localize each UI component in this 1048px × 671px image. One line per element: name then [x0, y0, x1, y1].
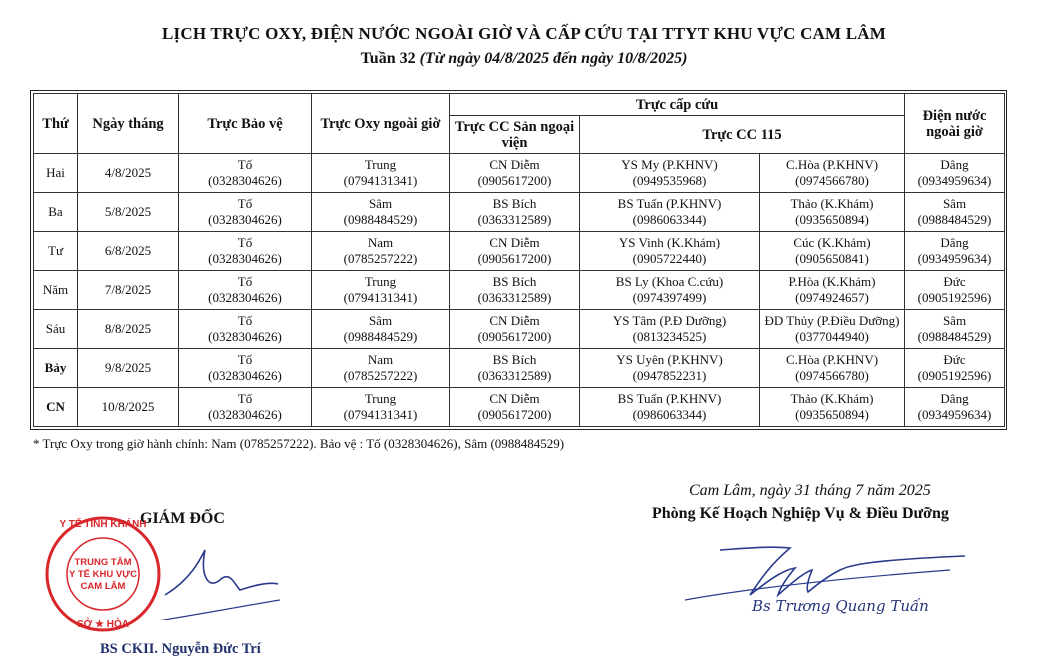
- cell-thu-text: Hai: [46, 165, 65, 180]
- cell-oxy: [312, 232, 450, 271]
- cell-cc-san: [450, 271, 580, 310]
- cell-thu: [34, 310, 78, 349]
- col-dien-nuoc: Điện nước ngoài giờ: [905, 94, 1005, 154]
- col-bao-ve: Trực Bảo vệ: [179, 94, 312, 154]
- cell-cc-115-a: [580, 193, 760, 232]
- official-stamp: [44, 515, 162, 633]
- cell-oxy-phone: (0785257222): [343, 368, 418, 383]
- cell-ngay: [78, 193, 179, 232]
- cell-bao-ve: [179, 232, 312, 271]
- cell-thu: [34, 388, 78, 427]
- cell-dien-nuoc-phone: (0988484529): [917, 212, 992, 227]
- cell-cc-san-phone: (0363312589): [477, 368, 552, 383]
- cell-dien-nuoc: [905, 271, 1005, 310]
- cell-oxy-text: Nam: [367, 235, 394, 250]
- cell-cc-115-b-text: P.Hòa (K.Khám): [788, 274, 876, 289]
- table-row: [34, 193, 1005, 232]
- cell-oxy-text: Sâm: [368, 196, 393, 211]
- cell-cc-san-text: CN Diễm: [489, 235, 540, 250]
- cell-oxy-phone: (0988484529): [343, 329, 418, 344]
- cell-cc-115-a: [580, 388, 760, 427]
- cell-ngay-text: 8/8/2025: [104, 321, 152, 336]
- document-subtitle: [0, 50, 1048, 68]
- cell-thu-text: Năm: [42, 282, 69, 297]
- cell-cc-115-a-phone: (0986063344): [632, 407, 707, 422]
- table-row: [34, 154, 1005, 193]
- col-oxy: Trực Oxy ngoài giờ: [312, 94, 450, 154]
- cell-bao-ve: [179, 310, 312, 349]
- footnote: * Trực Oxy trong giờ hành chính: Nam (0785257222). Bảo vệ : Tố (0328304626), Sâm (0988484529): [33, 436, 565, 451]
- cell-bao-ve-phone: (0328304626): [208, 290, 282, 305]
- cell-cc-115-b: [760, 310, 905, 349]
- cell-cc-115-a-phone: (0947852231): [632, 368, 707, 383]
- cell-oxy-phone: (0785257222): [343, 251, 418, 266]
- place-date: Cam Lâm, ngày 31 tháng 7 năm 2025: [689, 482, 931, 499]
- cell-oxy-text: Trung: [364, 391, 397, 406]
- cell-dien-nuoc-phone: (0905192596): [917, 290, 992, 305]
- cell-bao-ve: [179, 388, 312, 427]
- cell-bao-ve-text: Tố: [237, 274, 253, 289]
- cell-cc-115-b-phone: (0377044940): [795, 329, 869, 344]
- cell-cc-115-b: [760, 193, 905, 232]
- cell-bao-ve-text: Tố: [237, 196, 253, 211]
- cell-cc-115-a-text: BS Ly (Khoa C.cứu): [615, 274, 724, 289]
- cell-cc-115-b-phone: (0905650841): [795, 251, 869, 266]
- cell-dien-nuoc-phone: (0934959634): [917, 407, 992, 422]
- cell-bao-ve: [179, 193, 312, 232]
- cell-cc-115-b: [760, 154, 905, 193]
- col-cc-115: Trực CC 115: [580, 116, 905, 154]
- cell-cc-san-phone: (0905617200): [477, 251, 552, 266]
- cell-cc-san-text: CN Diễm: [489, 157, 540, 172]
- cell-dien-nuoc: [905, 388, 1005, 427]
- cell-oxy-phone: (0988484529): [343, 212, 418, 227]
- cell-dien-nuoc-text: Đức: [943, 352, 966, 367]
- cell-cc-115-a-phone: (0813234525): [632, 329, 707, 344]
- date-range: (Từ ngày 04/8/2025 đến ngày 10/8/2025): [419, 50, 688, 67]
- cell-cc-115-b-text: C.Hòa (P.KHNV): [785, 352, 879, 367]
- svg-text:TRUNG TÂM: TRUNG TÂM: [74, 557, 132, 568]
- cell-cc-115-b-text: Cúc (K.Khám): [793, 235, 871, 250]
- cell-oxy-text: Trung: [364, 274, 397, 289]
- cell-dien-nuoc: [905, 349, 1005, 388]
- cell-bao-ve-text: Tố: [237, 391, 253, 406]
- cell-oxy: [312, 271, 450, 310]
- cell-bao-ve: [179, 154, 312, 193]
- cell-thu-text: CN: [46, 399, 65, 414]
- cell-thu: [34, 271, 78, 310]
- cell-cc-115-a: [580, 271, 760, 310]
- cell-oxy-text: Nam: [367, 352, 394, 367]
- cell-cc-115-b-phone: (0974566780): [795, 368, 869, 383]
- cell-cc-san-phone: (0363312589): [477, 290, 552, 305]
- cell-cc-115-b: [760, 271, 905, 310]
- cell-cc-115-b-phone: (0935650894): [795, 212, 869, 227]
- cell-cc-115-b-phone: (0935650894): [795, 407, 869, 422]
- cell-oxy: [312, 349, 450, 388]
- department-signature: [680, 540, 970, 630]
- cell-dien-nuoc-phone: (0934959634): [917, 251, 992, 266]
- cell-cc-115-b-phone: (0974924657): [795, 290, 869, 305]
- cell-cc-115-a: [580, 310, 760, 349]
- cell-cc-san: [450, 193, 580, 232]
- cell-cc-115-a-text: YS My (P.KHNV): [621, 157, 718, 172]
- cell-cc-115-b: [760, 349, 905, 388]
- cell-bao-ve-phone: (0328304626): [208, 329, 282, 344]
- col-cap-cuu: Trực cấp cứu: [450, 94, 905, 116]
- table-row: [34, 271, 1005, 310]
- cell-dien-nuoc-text: Dâng: [940, 235, 969, 250]
- cell-thu-text: Sáu: [45, 321, 66, 336]
- table-row: [34, 232, 1005, 271]
- cell-thu: [34, 349, 78, 388]
- cell-cc-115-b-phone: (0974566780): [795, 173, 869, 188]
- cell-oxy-phone: (0794131341): [343, 173, 418, 188]
- director-signature: [160, 540, 280, 620]
- table-row: [34, 388, 1005, 427]
- cell-oxy-text: Sâm: [368, 313, 393, 328]
- cell-ngay-text: 7/8/2025: [104, 282, 152, 297]
- cell-ngay-text: 6/8/2025: [104, 243, 152, 258]
- cell-cc-115-a: [580, 232, 760, 271]
- cell-bao-ve-phone: (0328304626): [208, 173, 282, 188]
- cell-ngay: [78, 232, 179, 271]
- cell-cc-115-a: [580, 154, 760, 193]
- table-row: [34, 310, 1005, 349]
- cell-dien-nuoc-text: Sâm: [942, 196, 967, 211]
- cell-dien-nuoc-phone: (0905192596): [917, 368, 992, 383]
- cell-dien-nuoc: [905, 310, 1005, 349]
- cell-cc-san-text: BS Bích: [492, 274, 537, 289]
- cell-cc-115-a-text: YS Tâm (P.Đ Dưỡng): [612, 313, 727, 328]
- week-label: Tuần 32: [360, 50, 416, 67]
- cell-dien-nuoc-text: Đức: [943, 274, 966, 289]
- cell-ngay: [78, 388, 179, 427]
- col-thu: Thứ: [34, 94, 78, 154]
- cell-cc-115-b-text: ĐD Thủy (P.Điều Dưỡng): [764, 313, 900, 328]
- cell-dien-nuoc-text: Sâm: [942, 313, 967, 328]
- cell-cc-san-text: BS Bích: [492, 352, 537, 367]
- cell-cc-115-b-text: C.Hòa (P.KHNV): [785, 157, 879, 172]
- cell-oxy-phone: (0794131341): [343, 290, 418, 305]
- svg-text:CAM LÂM: CAM LÂM: [80, 581, 126, 592]
- cell-dien-nuoc-phone: (0934959634): [917, 173, 992, 188]
- cell-dien-nuoc: [905, 232, 1005, 271]
- cell-cc-115-a-phone: (0986063344): [632, 212, 707, 227]
- cell-cc-san-phone: (0905617200): [477, 173, 552, 188]
- cell-cc-san: [450, 310, 580, 349]
- col-cc-san: Trực CC Sản ngoại viện: [450, 116, 580, 154]
- cell-dien-nuoc-phone: (0988484529): [917, 329, 992, 344]
- svg-text:SỞ ★ HÒA: SỞ ★ HÒA: [77, 619, 129, 630]
- cell-thu: [34, 193, 78, 232]
- document-title: LỊCH TRỰC OXY, ĐIỆN NƯỚC NGOÀI GIỜ VÀ CẤP CỨU TẠI TTYT KHU VỰC CAM LÂM: [162, 24, 886, 43]
- cell-ngay-text: 5/8/2025: [104, 204, 152, 219]
- cell-thu-text: Tư: [48, 243, 63, 258]
- director-name: BS CKII. Nguyễn Đức Trí: [100, 641, 261, 657]
- cell-ngay: [78, 349, 179, 388]
- schedule-table: [33, 93, 1005, 427]
- cell-oxy: [312, 388, 450, 427]
- cell-cc-115-a-text: YS Vinh (K.Khám): [618, 235, 721, 250]
- cell-bao-ve-text: Tố: [237, 157, 253, 172]
- cell-bao-ve: [179, 271, 312, 310]
- cell-oxy: [312, 154, 450, 193]
- cell-cc-115-b-text: Thảo (K.Khám): [790, 391, 874, 406]
- cell-thu-text: Bảy: [44, 360, 67, 375]
- cell-cc-115-a: [580, 349, 760, 388]
- cell-cc-san-phone: (0363312589): [477, 212, 552, 227]
- cell-cc-san: [450, 154, 580, 193]
- cell-cc-115-a-text: YS Uyên (P.KHNV): [616, 352, 723, 367]
- cell-ngay-text: 10/8/2025: [101, 399, 155, 414]
- cell-cc-115-a-phone: (0974397499): [632, 290, 707, 305]
- cell-bao-ve-text: Tố: [237, 235, 253, 250]
- cell-cc-115-b: [760, 232, 905, 271]
- cell-cc-san-phone: (0905617200): [477, 329, 552, 344]
- cell-bao-ve-phone: (0328304626): [208, 212, 282, 227]
- svg-text:Y TẾ TỈNH KHÁNH: Y TẾ TỈNH KHÁNH: [59, 519, 147, 530]
- cell-cc-san: [450, 388, 580, 427]
- cell-cc-115-b-text: Thảo (K.Khám): [790, 196, 874, 211]
- cell-cc-115-a-text: BS Tuấn (P.KHNV): [617, 196, 722, 211]
- cell-dien-nuoc: [905, 154, 1005, 193]
- col-ngay: Ngày tháng: [78, 94, 179, 154]
- cell-cc-san: [450, 232, 580, 271]
- cell-cc-san-phone: (0905617200): [477, 407, 552, 422]
- cell-oxy: [312, 310, 450, 349]
- cell-ngay-text: 4/8/2025: [104, 165, 152, 180]
- cell-oxy-text: Trung: [364, 157, 397, 172]
- cell-bao-ve-phone: (0328304626): [208, 251, 282, 266]
- cell-bao-ve-phone: (0328304626): [208, 407, 282, 422]
- table-row: [34, 349, 1005, 388]
- cell-cc-115-a-phone: (0949535968): [632, 173, 707, 188]
- cell-bao-ve: [179, 349, 312, 388]
- cell-cc-san-text: CN Diễm: [489, 313, 540, 328]
- cell-cc-san-text: CN Diễm: [489, 391, 540, 406]
- right-signer-name: Bs Trương Quang Tuấn: [752, 597, 929, 615]
- cell-ngay-text: 9/8/2025: [104, 360, 152, 375]
- director-title: GIÁM ĐỐC: [140, 510, 225, 527]
- cell-bao-ve-text: Tố: [237, 352, 253, 367]
- cell-thu: [34, 154, 78, 193]
- cell-ngay: [78, 154, 179, 193]
- cell-ngay: [78, 271, 179, 310]
- svg-text:Y TẾ KHU VỰC: Y TẾ KHU VỰC: [69, 569, 137, 580]
- cell-cc-115-a-text: BS Tuấn (P.KHNV): [617, 391, 722, 406]
- schedule-table-frame: [30, 90, 1007, 430]
- cell-cc-115-a-phone: (0905722440): [632, 251, 707, 266]
- department-title: Phòng Kế Hoạch Nghiệp Vụ & Điều Dưỡng: [652, 505, 949, 522]
- cell-bao-ve-phone: (0328304626): [208, 368, 282, 383]
- cell-ngay: [78, 310, 179, 349]
- cell-dien-nuoc: [905, 193, 1005, 232]
- cell-cc-san: [450, 349, 580, 388]
- cell-cc-115-b: [760, 388, 905, 427]
- cell-dien-nuoc-text: Dâng: [940, 391, 969, 406]
- cell-bao-ve-text: Tố: [237, 313, 253, 328]
- cell-cc-san-text: BS Bích: [492, 196, 537, 211]
- cell-oxy: [312, 193, 450, 232]
- cell-thu: [34, 232, 78, 271]
- cell-oxy-phone: (0794131341): [343, 407, 418, 422]
- cell-dien-nuoc-text: Dâng: [940, 157, 969, 172]
- cell-thu-text: Ba: [48, 204, 63, 219]
